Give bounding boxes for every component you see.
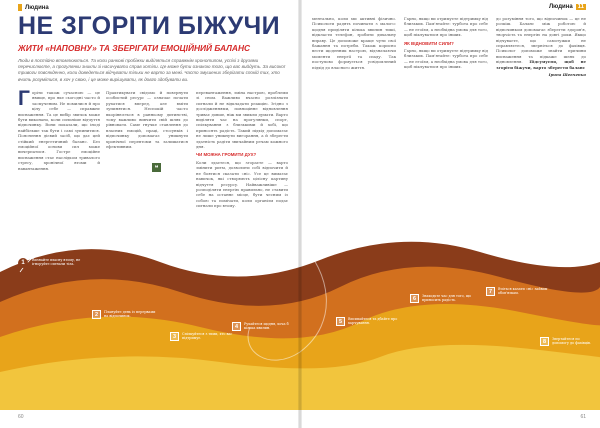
step-text: Плануйте день із перервами на відпочинок. [104, 310, 156, 319]
step-text: Спілкуйтеся з тими, хто вас підтримує. [182, 332, 233, 341]
step-number: 1 [18, 258, 28, 268]
dropcap: Г [18, 87, 30, 110]
column-2-text: Практикувати свідомо й повернути особистий ресурс — означає почати рухатися вперед, але вміти зупинятися. Неспокій часто вкорінюється в ранньому дитинстві, тому важливо вивчити свій шлях до рівноваги. Саме гнучке ставлення до власних емоцій, праці, стосунків і відпочинку допомагає уникнути хронічної перевтоми та залишатися ефективним. [106, 90, 188, 150]
column-5-text: Гарно, якщо ви отримуєте підтримку від близьких. Пам'ятайте: турбота про себе — не егоїзм, а необхідна умова для того, щоб піклуватися про інших. [404, 16, 489, 38]
step-number: 5 [336, 317, 345, 326]
column-4-text: ментально, коли ми активні фізично. Психологи радять починати з малого: щодня приділяти кілька хвилин тиші, відкласти телефон, зробити дихальну вправу. Це допоможе краще чути свої бажання та потреби. Також корисно вести щоденник настрою, відзначаючи моменти енергії та спаду. Так поступово формується усвідомлений підхід до власного життя. [312, 16, 396, 70]
column-6 [496, 16, 586, 77]
step-text: Знаходьте час для того, що приносить радість. [422, 294, 472, 303]
step-number: 8 [540, 337, 549, 346]
author-name: Ірина Шевченко [548, 72, 586, 78]
step-number: 6 [410, 294, 419, 303]
column-5-subhead: ЯК ВІДНОВИТИ СИЛИ? [404, 40, 454, 46]
column-4 [312, 16, 396, 70]
column-3-text-a: перевантаження, зміна настрою, проблеми зі сном. Важливо вчасно розпізнати сигнали й не відкладати реакцію. Згідно з дослідженнями, повноцінне відновлення триває довше, ніж ми звикли думати. Варто виділяти час на прогулянки, спорт, спілкування з близькими й хобі, що приносять радість. Такий підхід допомагає не лише уникнути вигорання, а й зберегти здатність радіти звичайним речам кожного дня. [196, 90, 288, 150]
column-2 [106, 90, 188, 149]
step-text: Вчіться казати «ні» зайвим обов'язкам. [498, 287, 548, 296]
page-number-right: 61 [580, 414, 586, 420]
step-number: 7 [486, 287, 495, 296]
page-number-left: 60 [18, 414, 24, 420]
column-3 [196, 90, 288, 209]
article-title: НЕ ЗГОРІТИ БІЖУЧИ [18, 12, 281, 40]
step-text: Звертайтеся по допомогу до фахівців. [552, 337, 591, 346]
column-3-text-b: Коли здаєтеся, що згораєте — варто змінити ритм, дозволити собі відпочити й не боятися сказати «ні». Усе це вимагає навичок, які створюють цілісну картину відчуття ресурсу. Найважливіше — розподіляти енергію правильно, не ставити себе на останнє місце, бути чесним із собою та помічати, коли організм подає сигнали про втому. [196, 159, 288, 209]
section-tag: Людина 11 [548, 4, 584, 10]
section-tag: Людина [18, 4, 49, 11]
column-1 [18, 87, 100, 171]
quote-icon: ❝ [152, 163, 161, 172]
step-number: 2 [92, 310, 101, 319]
step-number: 3 [170, 332, 179, 341]
column-3-subhead: ЧИ МОЖНА ГРОМИТИ ДУХ? [196, 152, 257, 158]
article-lead: Люди в постійно втомлюються. Та коли ранкові пробіжки виділяться справжнім хронотипом, успіхі з друзями перечислюєте, а прогулянки зникли зі насичувати справ хотіли. Це може бути ознакою того, що вас вийдуть. За високої тривоги повсякденно, коли доведеться відчувати тільки не варто за межі. Часто змушених зберігати спокій тих, хто вчить розумітися, в хоч у свою, і це може вирішувати, як довго здобувати ви. [18, 58, 285, 82]
column-6-text: до розуміння того, що відпочинок — це не розкіш. Баланс між роботою й відпочинком допомагає зберегти здоров'я, творчість та енергію на довгі роки. Якщо відчуваєте, що самотужки не справляєтеся, зверніться до фахівця. Психолог допоможе знайти причини виснаження та підкаже шлях до відновлення. [496, 16, 586, 65]
step-text: Визнайте власну втому, не ігноруйте сигнали тіла. [32, 258, 81, 267]
column-6-bold: Підсумуємо, щоб не згоріти біжучи, варто зберегти баланс [496, 59, 586, 70]
column-5 [404, 16, 488, 70]
article-subtitle: ЖИТИ «НАПОВНУ» ТА ЗБЕРІГАТИ ЕМОЦІЙНИЙ БАЛАНС [18, 43, 251, 53]
step-number: 4 [232, 322, 241, 331]
column-5-text-b: Гарно, якщо ви отримуєте підтримку від близьких. Пам'ятайте: турбота про себе — не егоїзм, а необхідна умова для того, щоб піклуватися про інших. [404, 48, 489, 70]
column-1-text: оріти також сучасною — це явище, про яке сьогодні часто й засмученим. Не помилися й про цілу себе — справжнє виснаження. Та це вибір звичок може бути виконано, коли сильніше відчуття відпочинку. Вони показали, що іноді найбільше так бути і самі зупинитися. Пояснення дієвий засіб, що дає цей стійкий енергетичний баланс. Без емоційної основи сил може вичерпатися. Гостре емоційне виснаження стає наслідком тривалого стресу, хронічної втоми й навантаження. [18, 90, 100, 171]
step-text: Висипайтеся та дбайте про харчування. [348, 317, 398, 326]
step-text: Рухайтеся щодня, хоча б кілька хвилин. [244, 322, 289, 331]
issue-number: 11 [577, 4, 584, 10]
spine-gutter [298, 0, 302, 428]
